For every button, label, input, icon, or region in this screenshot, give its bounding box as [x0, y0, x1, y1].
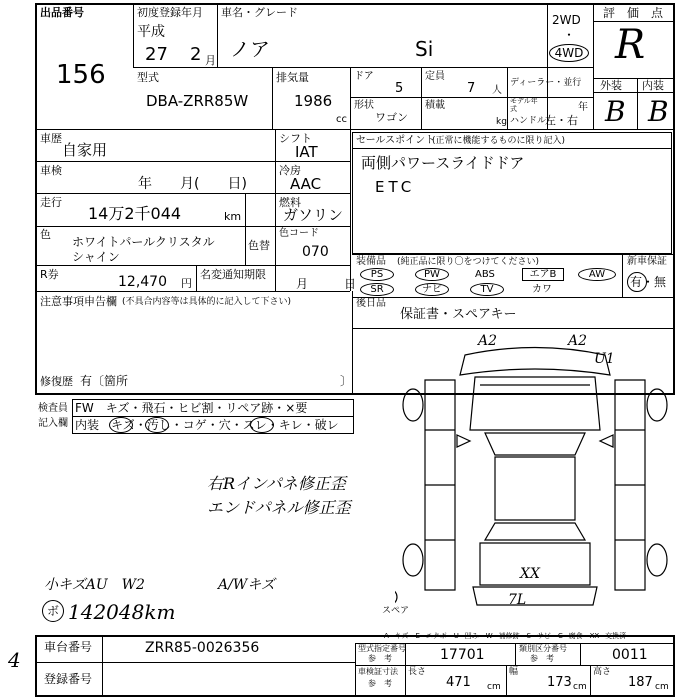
- shift-label: シフト: [279, 132, 312, 145]
- inspector-label-2: 記入欄: [38, 418, 68, 429]
- length-label: 長さ: [408, 667, 427, 677]
- class-number: 0011: [612, 647, 648, 663]
- eval-label: 評 価 点: [603, 6, 664, 20]
- grid-line: [196, 265, 197, 291]
- grid-line: [352, 254, 675, 255]
- grid-line: [35, 226, 350, 227]
- capacity: 7: [467, 81, 476, 96]
- month-unit: 月: [205, 54, 216, 67]
- handle-label: ハンドル: [510, 116, 547, 126]
- mileage-label: 走行: [40, 196, 62, 209]
- handwritten-note-4: A/Wキズ: [218, 577, 275, 593]
- doors: 5: [395, 81, 404, 96]
- grid-line: [133, 3, 134, 67]
- chassis-number: ZRR85-0026356: [145, 640, 260, 656]
- exterior-check-row: FW キズ・飛石・ヒビ割・リペア跡・×要: [75, 401, 308, 415]
- selling-points-label: セールスポイント: [356, 135, 436, 146]
- inspection-date: 年 月( 日): [138, 176, 247, 192]
- spare-label: スペア: [382, 606, 410, 616]
- reg-number-label: 登録番号: [44, 672, 93, 686]
- new-car-value: 有・無: [630, 275, 667, 289]
- grid-line: [590, 665, 591, 697]
- repair-value: 有〔箇所: [80, 374, 129, 388]
- inspector-label: 検査員: [38, 403, 68, 414]
- new-car-label: 新車保証: [627, 256, 667, 267]
- repair-label: 修復歴: [40, 375, 73, 388]
- equip-navi-label: ナビ: [422, 284, 442, 295]
- load-label: 積載: [425, 100, 445, 111]
- grid-line: [72, 416, 354, 417]
- mark-xx: XX: [520, 566, 540, 582]
- lot-number-label: 出品番号: [40, 6, 84, 19]
- drive-dot: ・: [563, 28, 576, 42]
- mark-u1: U1: [594, 351, 615, 367]
- dealer-label: ディーラー・並行: [510, 78, 582, 88]
- reg-year: 27: [145, 44, 168, 65]
- chassis-label: 車台番号: [44, 640, 93, 654]
- lot-number: 156: [56, 60, 106, 90]
- equip-tv: [470, 283, 504, 296]
- grid-line: [580, 643, 581, 665]
- interior-check-row: 内装 キズ・汚し・コゲ・穴・スレ・キレ・破レ: [75, 418, 339, 432]
- mark-a2-left: A2: [478, 333, 498, 349]
- interior-label: 内装: [642, 79, 664, 92]
- class-no-label: 類別区分番号: [519, 644, 567, 653]
- equip-sr: [360, 283, 394, 296]
- reg-month: 2: [190, 44, 202, 65]
- displacement: 1986: [294, 92, 333, 110]
- cc-unit: cc: [336, 114, 347, 125]
- notes-label: 注意事項申告欄: [40, 295, 117, 308]
- color-change-label: 色替: [248, 239, 270, 252]
- equip-ps-label: PS: [370, 269, 384, 280]
- inspection-label: 車検: [40, 164, 62, 177]
- eval-score: R: [615, 22, 646, 68]
- grid-line: [102, 635, 103, 697]
- interior-score: B: [648, 95, 669, 128]
- history-label: 車歴: [40, 132, 62, 145]
- grid-line: [275, 129, 276, 291]
- size-label: 車検証寸法: [358, 667, 398, 676]
- drive-2wd: 2WD: [552, 13, 581, 27]
- grid-line: [350, 67, 351, 129]
- grid-line: [350, 97, 593, 98]
- aftermarket: 保証書・スペアキー: [400, 307, 517, 322]
- history: 自家用: [62, 141, 108, 159]
- car-damage-diagram: [395, 335, 675, 635]
- grid-line: [245, 193, 246, 226]
- new-car-circle: [627, 272, 647, 292]
- year-unit: 年: [578, 102, 588, 113]
- color-label: 色: [40, 228, 51, 241]
- width-unit: cm: [573, 682, 587, 692]
- grid-line: [547, 3, 548, 129]
- model-cert-number: 17701: [440, 647, 485, 663]
- class-no-ref: 参 考: [530, 654, 554, 663]
- grid-line: [350, 129, 351, 291]
- mileage: 14万2千044: [88, 204, 182, 223]
- car-name-label: 車名・グレード: [221, 6, 298, 19]
- fuel-label: 燃料: [279, 196, 301, 209]
- displacement-label: 排気量: [276, 71, 309, 84]
- grid-line: [35, 161, 350, 162]
- width-label: 幅: [509, 667, 519, 677]
- exterior-score: B: [605, 95, 626, 128]
- capacity-label: 定員: [425, 71, 445, 82]
- equip-pw-label: PW: [424, 269, 440, 280]
- doors-label: ドア: [354, 71, 374, 82]
- selling-point-1: 両側パワースライドドア: [361, 154, 525, 172]
- equip-ps: [360, 268, 394, 281]
- grid-line: [421, 67, 422, 129]
- equipment-sub: (純正品に限り〇をつけてください): [397, 257, 540, 267]
- grid-line: [35, 265, 350, 266]
- handwritten-note-3: 小キズAU W2: [44, 577, 145, 593]
- grid-line: [272, 67, 273, 129]
- equip-airbag: [522, 268, 564, 281]
- mileage-check-circle: [42, 600, 64, 622]
- model-label: 型式: [137, 71, 159, 84]
- equip-airbag-label: エアB: [529, 269, 557, 280]
- grid-line: [506, 665, 507, 697]
- km-unit: km: [224, 210, 242, 223]
- equip-tv-label: TV: [480, 284, 494, 295]
- grid-line: [352, 328, 675, 329]
- mark-a2-right: A2: [568, 333, 588, 349]
- color-line2: シャイン: [72, 250, 120, 264]
- first-reg-label: 初度登録年月: [137, 6, 203, 19]
- drive-4wd: 4WD: [554, 46, 584, 60]
- notes-sub: (不具合内容等は具体的に記入して下さい): [122, 297, 292, 307]
- grid-line: [35, 662, 355, 663]
- length-unit: cm: [487, 682, 501, 692]
- equip-navi: [415, 283, 449, 296]
- yogoshi-circle: [145, 417, 169, 433]
- transfer-date: 月 日: [296, 277, 357, 291]
- grid-line: [515, 643, 516, 665]
- grid-line: [35, 291, 350, 292]
- shape: ワゴン: [375, 111, 408, 124]
- grid-line: [622, 254, 623, 297]
- aftermarket-label: 後日品: [356, 298, 386, 309]
- mark-7l: 7L: [508, 592, 527, 608]
- era: 平成: [137, 24, 165, 40]
- selling-point-2: ETC: [375, 178, 416, 196]
- grid-line: [245, 226, 246, 265]
- equipment-label: 装備品: [356, 256, 386, 267]
- shift: IAT: [295, 143, 318, 161]
- model-year-label: モデル年式: [510, 97, 538, 113]
- grid-line: [352, 148, 672, 149]
- equip-pw: [415, 268, 449, 281]
- grid-line: [217, 3, 218, 67]
- grid-line: [593, 92, 675, 93]
- yen-unit: 円: [181, 277, 192, 290]
- fuel: ガソリン: [283, 206, 344, 224]
- equip-aw-label: AW: [588, 269, 606, 280]
- grid-line: [352, 297, 675, 298]
- grid-line: [35, 193, 350, 194]
- kg-unit: kg: [496, 117, 507, 127]
- equip-abs: ABS: [475, 269, 495, 280]
- transfer-label: 名変通知期限: [200, 268, 266, 281]
- grid-line: [355, 665, 675, 666]
- grade: Si: [415, 37, 434, 61]
- height-value: 187: [628, 675, 653, 690]
- model-cert-label: 型式指定番号: [358, 644, 406, 653]
- grid-line: [133, 67, 593, 68]
- grid-line: [637, 78, 638, 129]
- height-unit: cm: [655, 682, 669, 692]
- exterior-label: 外装: [600, 79, 622, 92]
- grid-line: [35, 129, 675, 130]
- selling-points-sub: (正常に機能するものに限り記入): [432, 136, 566, 146]
- capacity-unit: 人: [492, 85, 502, 96]
- width-value: 173: [547, 675, 572, 690]
- car-name: ノア: [230, 37, 270, 61]
- drive-4wd-circled: [549, 44, 589, 62]
- recycle: 12,470: [118, 274, 167, 290]
- repair-close: 〕: [340, 374, 353, 388]
- equip-leather: カワ: [532, 284, 552, 295]
- length-value: 471: [446, 675, 471, 690]
- aircon: AAC: [290, 175, 322, 193]
- model: DBA-ZRR85W: [146, 92, 249, 110]
- recycle-label: R券: [40, 268, 59, 281]
- kizu-circle: [109, 417, 133, 433]
- grid-line: [507, 67, 508, 129]
- sure-circle: [250, 417, 274, 433]
- height-label: 高さ: [593, 667, 612, 677]
- model-cert-ref: 参 考: [368, 654, 392, 663]
- shape-label: 形状: [354, 100, 374, 111]
- size-ref: 参 考: [368, 679, 392, 688]
- color-code: 070: [302, 244, 329, 260]
- equip-aw: [578, 268, 616, 281]
- handwritten-note-1: 右Rインパネ修正歪: [207, 474, 346, 493]
- aircon-label: 冷房: [279, 164, 301, 177]
- handle: 左・右: [545, 114, 578, 127]
- handwritten-mileage: 142048km: [68, 600, 176, 624]
- grid-line: [352, 291, 353, 395]
- handwritten-note-2: エンドパネル修正歪: [207, 498, 351, 517]
- margin-mark: 4: [8, 648, 21, 672]
- mileage-check-prefix: ボ: [46, 604, 59, 618]
- damage-legend: A−キズ E−エクボ U−凹み W−補修跡 S−サビ C−腐食 XX−交換済: [384, 632, 627, 640]
- color-line1: ホワイトパールクリスタル: [72, 235, 215, 249]
- grid-line: [355, 643, 356, 697]
- equip-sr-label: SR: [370, 284, 384, 295]
- color-code-label: 色コード: [279, 228, 319, 239]
